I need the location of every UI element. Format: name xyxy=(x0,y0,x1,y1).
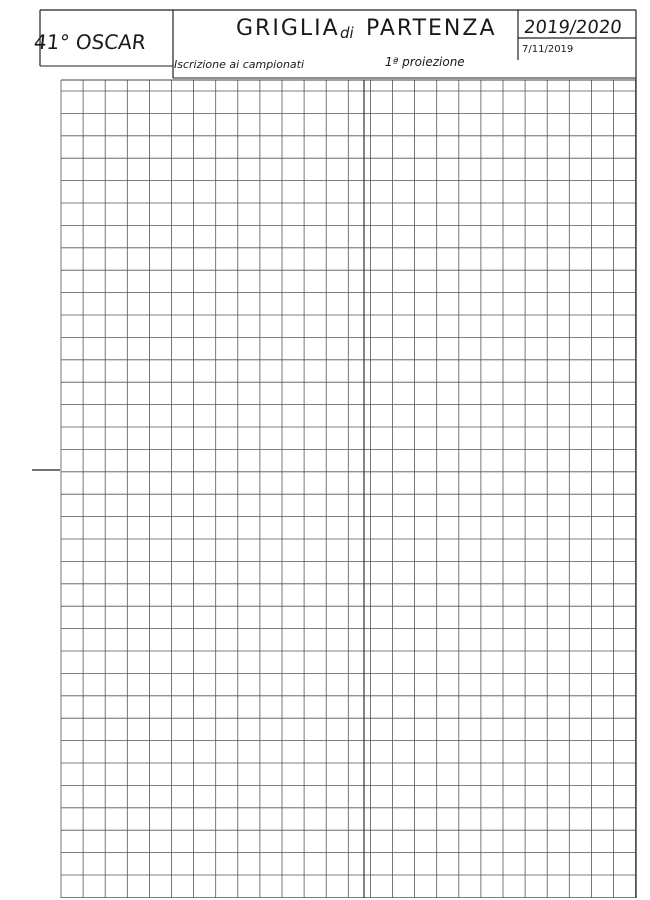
title-griglia: GRIGLIA xyxy=(236,16,340,41)
edition-label: 41° OSCAR xyxy=(32,30,148,54)
title-di: di xyxy=(340,24,354,42)
season-label: 2019/2020 xyxy=(522,17,623,38)
date-label: 7/11/2019 xyxy=(522,44,574,55)
subtitle-iscrizione: Iscrizione ai campionati xyxy=(174,58,305,71)
title-partenza: PARTENZA xyxy=(366,16,497,41)
subtitle-proiezione: 1ª proiezione xyxy=(385,55,465,69)
